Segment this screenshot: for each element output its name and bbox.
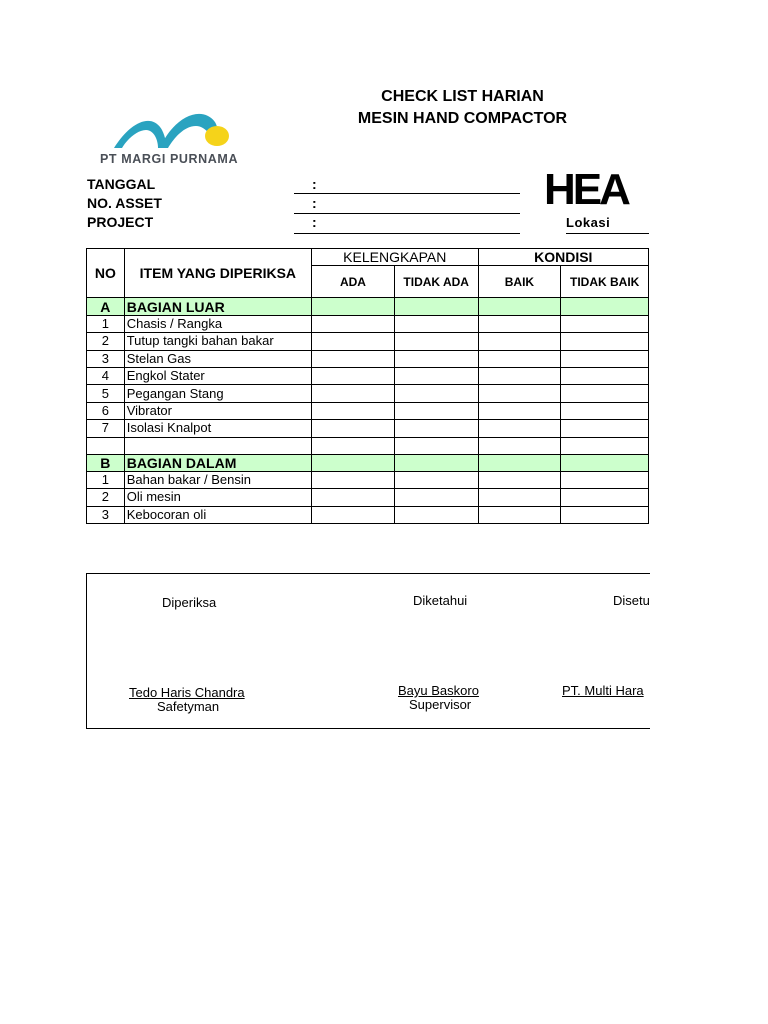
row-item: Kebocoran oli bbox=[124, 506, 311, 523]
cell-tidak-baik[interactable] bbox=[561, 350, 649, 367]
cell-tidak-baik[interactable] bbox=[561, 385, 649, 402]
signature-block bbox=[86, 573, 650, 729]
table-row bbox=[87, 402, 649, 419]
cell-ada[interactable] bbox=[312, 420, 395, 437]
project-field[interactable] bbox=[294, 233, 520, 234]
section-row-a bbox=[87, 298, 649, 315]
col-group-kelengkapan: KELENGKAPAN bbox=[312, 249, 479, 266]
cell-tidak-ada[interactable] bbox=[394, 367, 478, 384]
lokasi-field[interactable] bbox=[566, 233, 649, 234]
row-item: Chasis / Rangka bbox=[124, 315, 311, 332]
section-code: B bbox=[87, 454, 125, 471]
cell-ada[interactable] bbox=[312, 333, 395, 350]
col-header-baik: BAIK bbox=[478, 266, 561, 298]
table-row bbox=[87, 350, 649, 367]
row-number: 4 bbox=[87, 367, 125, 384]
section-row-b bbox=[87, 454, 649, 471]
diketahui-label: Diketahui bbox=[413, 593, 468, 608]
signer-role-1: Safetyman bbox=[157, 699, 220, 714]
table-row bbox=[87, 471, 649, 488]
cell-baik[interactable] bbox=[478, 367, 561, 384]
row-number: 1 bbox=[87, 471, 125, 488]
document-title-line1: CHECK LIST HARIAN bbox=[381, 88, 544, 105]
cell-ada[interactable] bbox=[312, 402, 395, 419]
cell-tidak-ada[interactable] bbox=[394, 333, 478, 350]
row-item: Oli mesin bbox=[124, 489, 311, 506]
col-header-ada: ADA bbox=[312, 266, 395, 298]
col-header-tidak-ada: TIDAK ADA bbox=[394, 266, 478, 298]
row-number: 1 bbox=[87, 315, 125, 332]
table-row bbox=[87, 506, 649, 523]
table-row bbox=[87, 489, 649, 506]
row-number: 7 bbox=[87, 420, 125, 437]
row-item: Pegangan Stang bbox=[124, 385, 311, 402]
cell-ada[interactable] bbox=[312, 489, 395, 506]
tanggal-field[interactable] bbox=[294, 193, 520, 194]
project-colon: : bbox=[312, 214, 317, 230]
cell-baik[interactable] bbox=[478, 471, 561, 488]
cell-tidak-baik[interactable] bbox=[561, 506, 649, 523]
row-number: 3 bbox=[87, 506, 125, 523]
table-row bbox=[87, 367, 649, 384]
signer-name-2: Bayu Baskoro bbox=[398, 683, 479, 698]
blank-row bbox=[87, 437, 649, 454]
cell-tidak-ada[interactable] bbox=[394, 315, 478, 332]
row-number: 6 bbox=[87, 402, 125, 419]
no-asset-colon: : bbox=[312, 195, 317, 211]
cell-ada[interactable] bbox=[312, 367, 395, 384]
cell-ada[interactable] bbox=[312, 315, 395, 332]
cell-baik[interactable] bbox=[478, 333, 561, 350]
cell-tidak-baik[interactable] bbox=[561, 471, 649, 488]
col-header-tidak-baik: TIDAK BAIK bbox=[561, 266, 649, 298]
cell-tidak-ada[interactable] bbox=[394, 350, 478, 367]
section-code: A bbox=[87, 298, 125, 315]
lokasi-label: Lokasi bbox=[566, 215, 611, 230]
cell-baik[interactable] bbox=[478, 402, 561, 419]
cell-ada[interactable] bbox=[312, 350, 395, 367]
col-header-item: ITEM YANG DIPERIKSA bbox=[124, 249, 311, 298]
no-asset-label: NO. ASSET bbox=[87, 195, 162, 211]
col-header-no: NO bbox=[87, 249, 125, 298]
tanggal-label: TANGGAL bbox=[87, 176, 156, 192]
row-number: 2 bbox=[87, 489, 125, 506]
no-asset-field[interactable] bbox=[294, 213, 520, 214]
cell-tidak-baik[interactable] bbox=[561, 402, 649, 419]
checklist-table-container bbox=[86, 248, 649, 528]
cell-ada[interactable] bbox=[312, 506, 395, 523]
cell-ada[interactable] bbox=[312, 471, 395, 488]
cell-tidak-baik[interactable] bbox=[561, 315, 649, 332]
table-row bbox=[87, 385, 649, 402]
row-item: Vibrator bbox=[124, 402, 311, 419]
stamp-text: HEA bbox=[544, 165, 628, 214]
cell-baik[interactable] bbox=[478, 489, 561, 506]
cell-tidak-ada[interactable] bbox=[394, 385, 478, 402]
row-item: Stelan Gas bbox=[124, 350, 311, 367]
cell-tidak-ada[interactable] bbox=[394, 489, 478, 506]
cell-ada[interactable] bbox=[312, 385, 395, 402]
diperiksa-label: Diperiksa bbox=[162, 595, 217, 610]
row-item: Tutup tangki bahan bakar bbox=[124, 333, 311, 350]
table-row bbox=[87, 333, 649, 350]
table-row bbox=[87, 420, 649, 437]
cell-baik[interactable] bbox=[478, 506, 561, 523]
cell-tidak-ada[interactable] bbox=[394, 506, 478, 523]
row-number: 2 bbox=[87, 333, 125, 350]
tanggal-colon: : bbox=[312, 176, 317, 192]
row-item: Bahan bakar / Bensin bbox=[124, 471, 311, 488]
row-item: Engkol Stater bbox=[124, 367, 311, 384]
row-item: Isolasi Knalpot bbox=[124, 420, 311, 437]
row-number: 5 bbox=[87, 385, 125, 402]
cell-tidak-ada[interactable] bbox=[394, 402, 478, 419]
cell-tidak-baik[interactable] bbox=[561, 489, 649, 506]
section-title: BAGIAN DALAM bbox=[124, 454, 311, 471]
section-title: BAGIAN LUAR bbox=[124, 298, 311, 315]
cell-tidak-baik[interactable] bbox=[561, 420, 649, 437]
row-number: 3 bbox=[87, 350, 125, 367]
signer-name-3: PT. Multi Hara bbox=[562, 683, 644, 698]
disetujui-label: Disetu bbox=[613, 593, 650, 608]
table-row bbox=[87, 315, 649, 332]
cell-tidak-ada[interactable] bbox=[394, 420, 478, 437]
signer-role-2: Supervisor bbox=[409, 697, 472, 712]
checklist-table bbox=[86, 248, 649, 524]
cell-tidak-ada[interactable] bbox=[394, 471, 478, 488]
project-label: PROJECT bbox=[87, 214, 154, 230]
cell-baik[interactable] bbox=[478, 420, 561, 437]
cell-tidak-baik[interactable] bbox=[561, 367, 649, 384]
cell-baik[interactable] bbox=[478, 350, 561, 367]
signer-name-1: Tedo Haris Chandra bbox=[129, 685, 245, 700]
cell-baik[interactable] bbox=[478, 385, 561, 402]
document-title-line2: MESIN HAND COMPACTOR bbox=[357, 110, 568, 127]
col-group-kondisi: KONDISI bbox=[478, 249, 648, 266]
company-name: PT MARGI PURNAMA bbox=[100, 152, 239, 166]
cell-tidak-baik[interactable] bbox=[561, 333, 649, 350]
cell-baik[interactable] bbox=[478, 315, 561, 332]
